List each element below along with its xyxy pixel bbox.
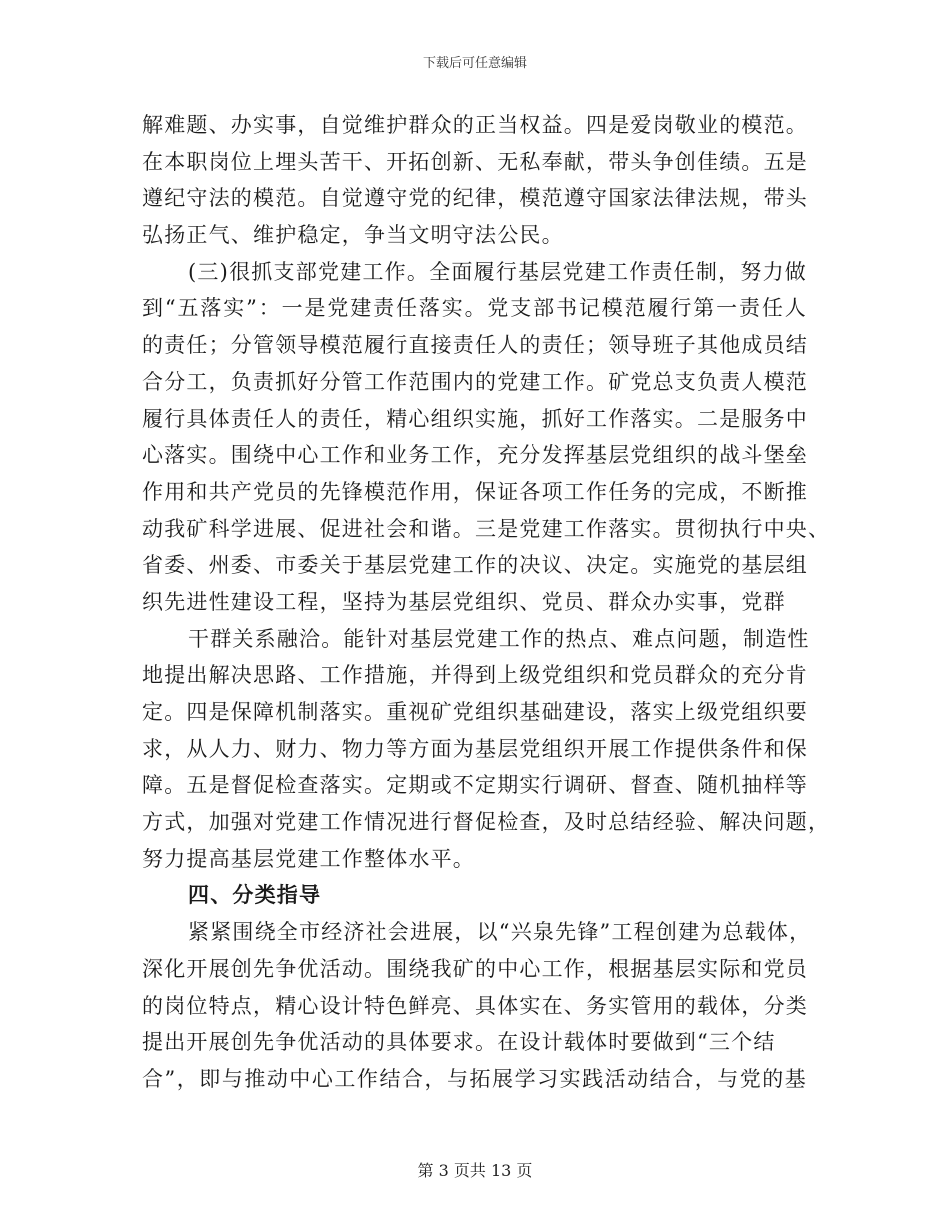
- text-line: 干群关系融洽。能针对基层党建工作的热点、难点问题，制造性: [188, 626, 810, 651]
- text-line: 紧紧围绕全市经济社会进展，以“兴泉先锋”工程创建为总载体，: [188, 920, 812, 945]
- text-line: 解难题、办实事，自觉维护群众的正当权益。四是爱岗敬业的模范。: [142, 113, 808, 137]
- text-line: 的责任；分管领导模范履行直接责任人的责任；领导班子其他成员结: [142, 333, 808, 358]
- text-line: 省委、州委、市委关于基层党建工作的决议、决定。实施党的基层组: [142, 553, 808, 578]
- text-line: 障。五是督促检查落实。定期或不定期实行调研、督查、随机抽样等: [142, 773, 808, 798]
- text-line: 动我矿科学进展、促进社会和谐。三是党建工作落实。贯彻执行中央、: [142, 516, 831, 541]
- text-line: 求，从人力、财力、物力等方面为基层党组织开展工作提供条件和保: [142, 736, 808, 761]
- text-line: 提出开展创先争优活动的具体要求。在设计载体时要做到“三个结: [142, 1030, 776, 1055]
- text-line: 合分工，负责抓好分管工作范围内的党建工作。矿党总支负责人模范: [142, 369, 808, 394]
- text-line: 弘扬正气、维护稳定，争当文明守法公民。: [142, 223, 564, 248]
- text-line: 作用和共产党员的先锋模范作用，保证各项工作任务的完成，不断推: [142, 479, 808, 504]
- text-line: 履行具体责任人的责任，精心组织实施，抓好工作落实。二是服务中: [142, 406, 808, 431]
- text-line: 努力提高基层党建工作整体水平。: [142, 846, 475, 871]
- text-line: 到“五落实”：一是党建责任落实。党支部书记模范履行第一责任人: [142, 296, 807, 321]
- page-header: 下载后可任意编辑: [422, 56, 527, 71]
- text-line: (三)很抓支部党建工作。全面履行基层党建工作责任制，努力做: [188, 259, 807, 284]
- page-number: 第 3 页共 13 页: [417, 1161, 533, 1180]
- text-line: 方式，加强对党建工作情况进行督促检查，及时总结经验、解决问题，: [142, 810, 831, 835]
- text-line: 心落实。围绕中心工作和业务工作，充分发挥基层党组织的战斗堡垒: [142, 443, 808, 468]
- text-line: 定。四是保障机制落实。重视矿党组织基础建设，落实上级党组织要: [142, 700, 808, 724]
- text-line: 在本职岗位上埋头苦干、开拓创新、无私奉献，带头争创佳绩。五是: [142, 149, 808, 174]
- section-heading: 四、分类指导: [188, 883, 322, 908]
- text-line: 织先进性建设工程，坚持为基层党组织、党员、群众办实事，党群: [142, 589, 786, 614]
- text-line: 合”，即与推动中心工作结合，与拓展学习实践活动结合，与党的基: [142, 1066, 807, 1091]
- document-body: [142, 107, 831, 1098]
- text-line: 的岗位特点，精心设计特色鲜亮、具体实在、务实管用的载体，分类: [142, 993, 808, 1018]
- text-line: 遵纪守法的模范。自觉遵守党的纪律，模范遵守国家法律法规，带头: [142, 186, 808, 211]
- text-line: 深化开展创先争优活动。围绕我矿的中心工作，根据基层实际和党员: [142, 956, 808, 981]
- text-line: 地提出解决思路、工作措施，并得到上级党组织和党员群众的充分肯: [142, 663, 808, 688]
